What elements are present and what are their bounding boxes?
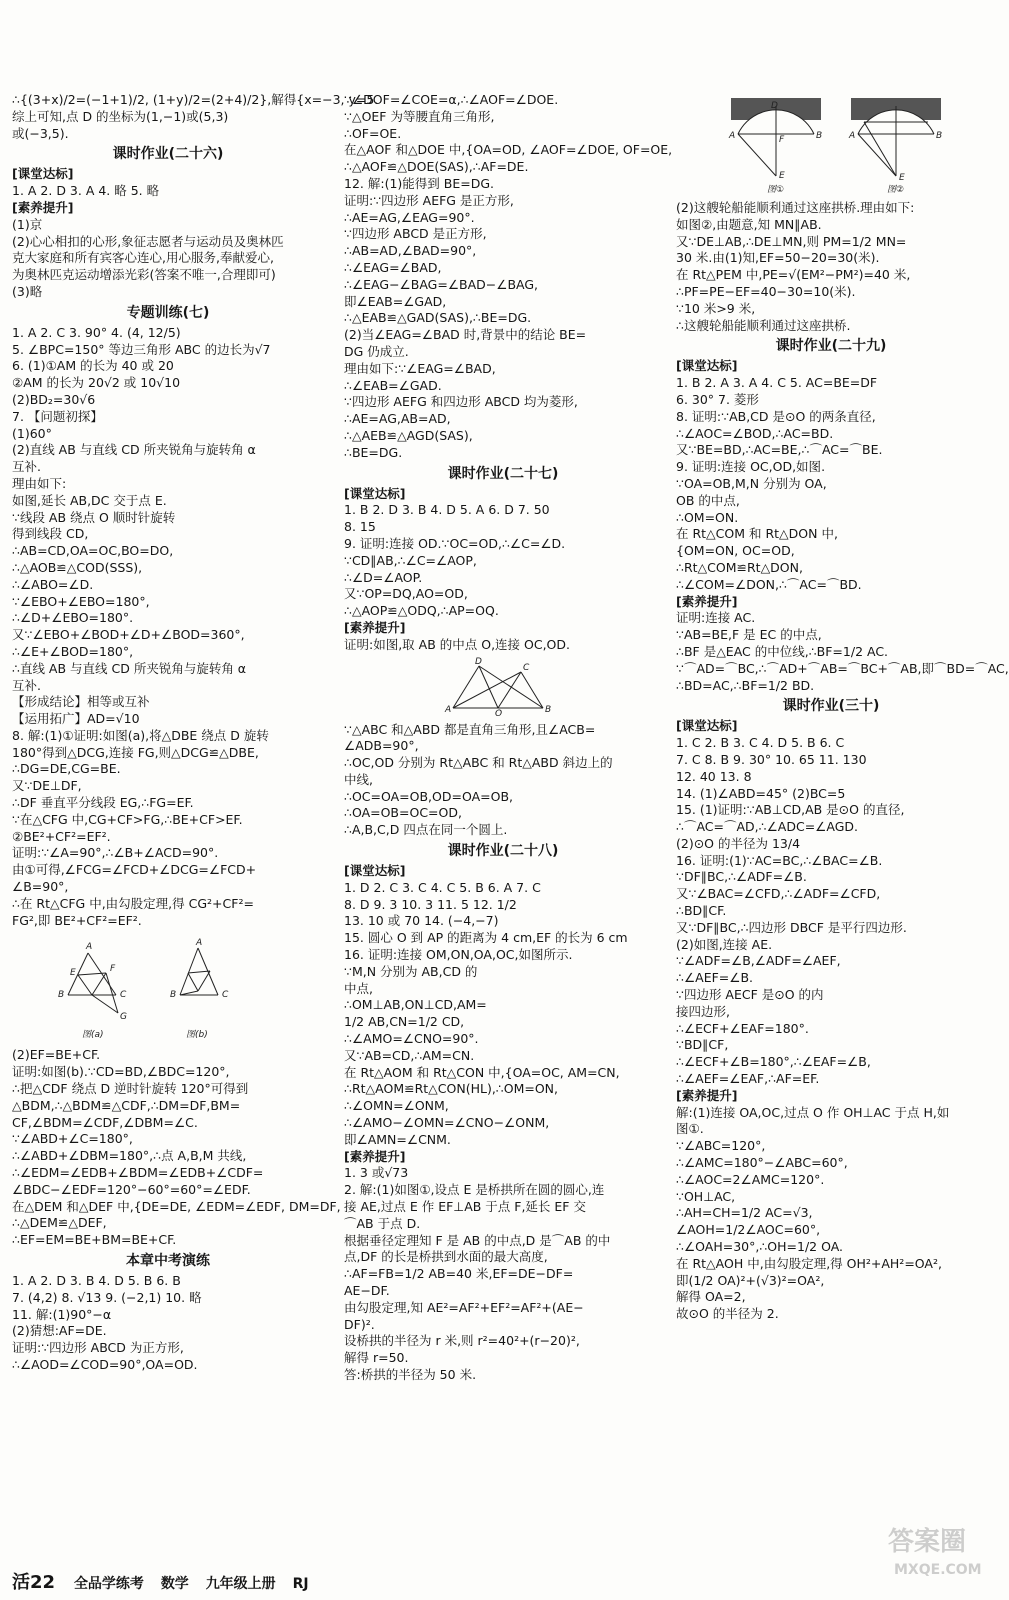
answer-line: 如图,延长 AB,DC 交于点 E. xyxy=(12,492,167,508)
figure-point-label: C xyxy=(222,990,229,1001)
answer-line: 9. 证明:连接 OC,OD,如图. xyxy=(676,459,826,475)
answer-line: ∵△OEF 为等腰直角三角形, xyxy=(344,108,495,124)
answer-line: 1/2 AB,CN=1/2 CD, xyxy=(344,1014,465,1030)
answer-line: ∵M,N 分别为 AB,CD 的 xyxy=(344,963,478,979)
answer-line: 16. 证明:(1)∵AC=BC,∴∠BAC=∠B. xyxy=(676,852,883,868)
figure-segment xyxy=(180,948,198,995)
answer-line: 又∵BE=BD,∴AC=BE,∴⌒AC=⌒BE. xyxy=(676,442,883,458)
answer-line: ∴∠ABD+∠DBM=180°,∴点 A,B,M 共线, xyxy=(12,1148,247,1164)
figure-point-label: B xyxy=(58,990,65,1001)
answer-line: 15. (1)证明:∵AB⊥CD,AB 是⊙O 的直径, xyxy=(676,802,905,818)
section-heading: 课时作业(二十八) xyxy=(447,843,559,860)
answer-line: ∴∠AEF=∠B. xyxy=(676,970,754,986)
answer-line: ∵∠DOF=∠COE=α,∴∠AOF=∠DOE. xyxy=(344,92,559,107)
answer-line: 180°得到△DCG,连接 FG,则△DCG≌△DBE, xyxy=(12,744,259,760)
answer-line: ∴OM=ON. xyxy=(676,509,739,525)
figure-segment xyxy=(453,672,521,708)
answer-line: 又∵DE⊥AB,∴DE⊥MN,则 PM=1/2 MN= xyxy=(676,233,907,249)
answer-line: 1. 3 或√73 xyxy=(344,1165,409,1181)
answer-line: ∴△AEB≌△AGD(SAS), xyxy=(344,427,473,443)
answer-line: 证明:如图,取 AB 的中点 O,连接 OC,OD. xyxy=(344,636,570,652)
figure-segment xyxy=(180,991,198,995)
footer-subject: 数学 xyxy=(160,1576,189,1592)
answer-line: (2)BD₂=30√6 xyxy=(12,391,96,407)
answer-line: ∴BF 是△EAC 的中位线,∴BF=1/2 AC. xyxy=(676,643,889,659)
figure-point-label: C xyxy=(523,662,530,673)
figure-segment xyxy=(738,134,776,176)
answer-line: ∴∠OMN=∠ONM, xyxy=(344,1098,449,1114)
answer-line: 即(1/2 OA)²+(√3)²=OA², xyxy=(676,1272,825,1288)
figure-point-label: D xyxy=(475,656,482,667)
answer-line: 8. 15 xyxy=(344,519,376,535)
answer-line: 点,DF 的长是桥拱到水面的最大高度, xyxy=(344,1249,548,1265)
answer-line: 互补. xyxy=(12,677,41,693)
answer-line: 1. B 2. D 3. B 4. D 5. A 6. D 7. 50 xyxy=(344,502,550,518)
subsection-label: [素养提升] xyxy=(344,1148,406,1164)
answer-line: ∴∠EDM=∠EDB+∠BDM=∠EDB+∠CDF= xyxy=(12,1165,264,1181)
answer-line: ∠AOH=1/2∠AOC=60°, xyxy=(676,1222,821,1238)
answer-line: 【形成结论】相等或互补 xyxy=(12,694,150,710)
answer-line: 30 米.由(1)知,EF=50−20=30(米). xyxy=(676,250,880,266)
answer-line: 接四边形, xyxy=(676,1003,730,1019)
figure-segment xyxy=(198,971,210,991)
answer-line: 证明:∵四边形 ABCD 为正方形, xyxy=(12,1340,184,1356)
figure-segment xyxy=(858,134,896,176)
answer-line: AE−DF. xyxy=(344,1283,390,1298)
watermark-logo xyxy=(880,1514,990,1584)
answer-line: 7. 【问题初探】 xyxy=(12,408,103,424)
answer-line: ∴{(3+x)/2=(−1+1)/2, (1+y)/2=(2+4)/2},解得{x=−3, y=5. xyxy=(12,92,379,107)
answer-line: 中线, xyxy=(344,771,373,787)
figure-point-label: E xyxy=(899,173,905,183)
figure-point-label: F xyxy=(779,135,785,145)
answer-line: 又∵DF∥BC,∴四边形 DBCF 是平行四边形. xyxy=(676,919,907,935)
answer-line: 又∵DE⊥DF, xyxy=(12,778,82,794)
answer-line: ∴OA=OB=OC=OD, xyxy=(344,805,462,821)
answer-line: (2)EF=BE+CF. xyxy=(12,1047,101,1063)
answer-line: (2)直线 AB 与直线 CD 所夹锐角与旋转角 α xyxy=(12,442,256,458)
page-number: 活22 xyxy=(12,1572,56,1593)
page-footer xyxy=(12,1568,412,1594)
answer-line: ∴这艘轮船能顺利通过这座拱桥. xyxy=(676,317,851,333)
answer-line: ∴∠E+∠BOD=180°, xyxy=(12,643,134,659)
answer-line: 12. 解:(1)能得到 BE=DG. xyxy=(344,175,494,191)
answer-line: (2)⊙O 的半径为 13/4 xyxy=(676,835,801,851)
answer-line: 1. B 2. A 3. A 4. C 5. AC=BE=DF xyxy=(676,375,878,391)
answer-line: 又∵∠BAC=∠CFD,∴∠ADF=∠CFD, xyxy=(676,886,881,902)
answer-line: ∴⌒AC=⌒AD,∴∠ADC=∠AGD. xyxy=(676,819,858,835)
answer-line: ∵OH⊥AC, xyxy=(676,1188,736,1204)
answer-line: ∵∠ABC=120°, xyxy=(676,1138,766,1154)
answer-line: ∠ADB=90°, xyxy=(344,738,419,754)
answer-line: 【运用拓广】AD=√10 xyxy=(12,711,140,727)
figure-point-label: A xyxy=(86,942,93,953)
figure-a-caption: 图(a) xyxy=(82,1030,104,1041)
answer-line: (2)心心相扣的心形,象征志愿者与运动员及奥林匹 xyxy=(12,233,284,249)
answer-line: ∴Rt△AOM≌Rt△CON(HL),∴OM=ON, xyxy=(344,1081,559,1097)
answer-line: ∴AH=CH=1/2 AC=√3, xyxy=(676,1205,813,1221)
answer-line: ∵∠EBO+∠EBO=180°, xyxy=(12,593,150,609)
bridge-figure-2-caption: 图② xyxy=(887,185,905,195)
footer-brand: 全品学练考 xyxy=(73,1576,144,1592)
geometry-figure-a-b xyxy=(48,933,288,1043)
answer-line: ∵线段 AB 绕点 O 顺时针旋转 xyxy=(12,509,176,525)
answer-line: ∴AE=AG,AB=AD, xyxy=(344,411,451,427)
answer-line: 综上可知,点 D 的坐标为(1,−1)或(5,3) xyxy=(12,108,229,124)
figure-point-label: B xyxy=(170,990,177,1001)
answer-line: (1)60° xyxy=(12,425,52,441)
watermark-title: 答案圈 xyxy=(888,1527,967,1557)
answer-line: 在 Rt△AOH 中,由勾股定理,得 OH²+AH²=OA², xyxy=(676,1255,942,1271)
footer-grade: 九年级上册 xyxy=(205,1576,276,1592)
answer-line: ∴∠AOC=2∠AMC=120°. xyxy=(676,1171,825,1187)
answer-line: ∴∠ECF+∠B=180°,∴∠EAF=∠B, xyxy=(676,1054,871,1070)
subsection-label: [课堂达标] xyxy=(676,718,738,734)
answer-line: ∴DF 垂直平分线段 EG,∴FG=EF. xyxy=(12,795,194,811)
answer-line: ∵CD∥AB,∴∠C=∠AOP, xyxy=(344,552,477,568)
answer-line: 又∵OP=DQ,AO=OD, xyxy=(344,586,468,602)
answer-line: ∴BD∥CF. xyxy=(676,903,727,919)
answer-line: OB 的中点, xyxy=(676,492,740,508)
answer-line: 1. A 2. D 3. B 4. D 5. B 6. B xyxy=(12,1273,181,1289)
figure-point-label: A xyxy=(445,704,452,715)
answer-line: 1. A 2. D 3. A 4. 略 5. 略 xyxy=(12,183,160,199)
footer-edition: RJ xyxy=(292,1576,309,1592)
answer-line: ②BE²+CF²=EF². xyxy=(12,828,111,844)
section-heading: 课时作业(二十六) xyxy=(112,146,224,163)
answer-line: (2)如图,连接 AE. xyxy=(676,936,773,952)
answer-line: 11. 解:(1)90°−α xyxy=(12,1306,112,1322)
subsection-label: [课堂达标] xyxy=(344,485,406,501)
answer-line: DF)². xyxy=(344,1316,375,1332)
answer-line: 14. (1)∠ABD=45° (2)BC=5 xyxy=(676,785,846,801)
answer-line: 8. 证明:∵AB,CD 是⊙O 的两条直径, xyxy=(676,408,876,424)
section-heading: 专题训练(七) xyxy=(126,304,210,321)
answer-line: (2)猜想:AF=DE. xyxy=(12,1323,107,1339)
figure-point-label: D xyxy=(771,101,778,111)
answer-line: ∴△AOF≌△DOE(SAS),∴AF=DE. xyxy=(344,159,529,175)
answer-line: 互补. xyxy=(12,459,41,475)
figure-segment xyxy=(521,672,543,708)
answer-line: ∴AE=AG,∠EAG=90°. xyxy=(344,209,475,225)
answer-line: ∴∠ECF+∠EAF=180°. xyxy=(676,1020,809,1036)
answer-line: ∴Rt△COM≌Rt△DON, xyxy=(676,559,803,575)
answer-line: ∴A,B,C,D 四点在同一个圆上. xyxy=(344,822,508,838)
answer-line: ∴∠AEF=∠EAF,∴AF=EF. xyxy=(676,1071,820,1087)
answer-line: 8. D 9. 3 10. 3 11. 5 12. 1/2 xyxy=(344,896,517,912)
figure-point-label: B xyxy=(816,131,823,141)
answer-line: ∴OF=OE. xyxy=(344,125,402,141)
answer-line: ∴∠OAH=30°,∴OH=1/2 OA. xyxy=(676,1239,844,1255)
answer-line: ∴BD=AC,∴BF=1/2 BD. xyxy=(676,677,815,693)
answer-line: 证明:连接 AC. xyxy=(676,610,756,626)
answer-line: 中点, xyxy=(344,980,373,996)
answer-line: ∵10 米>9 米, xyxy=(676,300,756,316)
answer-line: ∴∠AMO−∠OMN=∠CNO−∠ONM, xyxy=(344,1115,550,1131)
answer-line: 在△DEM 和△DEF 中,{DE=DE, ∠EDM=∠EDF, DM=DF, xyxy=(12,1198,341,1214)
answer-line: ∵DF∥BC,∴∠ADF=∠B. xyxy=(676,869,807,885)
answer-line: 解得 r=50. xyxy=(344,1350,409,1366)
answer-line: 证明:如图(b).∵CD=BD,∠BDC=120°, xyxy=(12,1064,230,1080)
answer-line: DG 仍成立. xyxy=(344,343,409,359)
subsection-label: [素养提升] xyxy=(676,593,738,609)
answer-line: ∵∠ADF=∠B,∠ADF=∠AEF, xyxy=(676,953,841,969)
figure-b-caption: 图(b) xyxy=(186,1030,208,1041)
subsection-label: [课堂达标] xyxy=(12,166,74,182)
answer-line: 15. 圆心 O 到 AP 的距离为 4 cm,EF 的长为 6 cm xyxy=(344,930,628,946)
answer-line: ∵BD∥CF, xyxy=(676,1037,729,1053)
answer-line: ∴EF=EM=BE+BM=BE+CF. xyxy=(12,1232,177,1248)
subsection-label: [素养提升] xyxy=(12,199,74,215)
answer-line: ∴∠EAB=∠GAD. xyxy=(344,377,442,393)
bridge-arch-figure xyxy=(701,96,961,196)
answer-line: ∴把△CDF 绕点 D 逆时针旋转 120°可得到 xyxy=(12,1081,249,1097)
answer-line: ②AM 的长为 20√2 或 10√10 xyxy=(12,375,181,391)
figure-point-label: C xyxy=(120,990,127,1001)
answer-line: ∴∠AOD=∠COD=90°,OA=OD. xyxy=(12,1357,198,1372)
answer-line: 1. D 2. C 3. C 4. C 5. B 6. A 7. C xyxy=(344,879,541,895)
answer-line: ∴直线 AB 与直线 CD 所夹锐角与旋转角 α xyxy=(12,660,247,676)
answer-line: 如图②,由题意,知 MN∥AB. xyxy=(676,216,822,232)
answer-line: 由勾股定理,知 AE²=AF²+EF²=AF²+(AE− xyxy=(344,1299,584,1315)
answer-line: FG²,即 BE²+CF²=EF². xyxy=(12,912,142,928)
figure-point-label: B xyxy=(936,131,943,141)
figure-segment xyxy=(188,973,198,991)
answer-line: 答:桥拱的半径为 50 米. xyxy=(344,1366,477,1382)
answer-line: 理由如下: xyxy=(12,475,67,491)
section-heading: 本章中考演练 xyxy=(126,1253,210,1270)
answer-line: ∴OC=OA=OB,OD=OA=OB, xyxy=(344,788,513,804)
answer-line: ∴∠AOC=∠BOD,∴AC=BD. xyxy=(676,425,834,441)
answer-line: 16. 证明:连接 OM,ON,OA,OC,如图所示. xyxy=(344,947,573,963)
answer-line: ∠BDC−∠EDF=120°−60°=60°=∠EDF. xyxy=(12,1181,251,1197)
figure-point-label: A xyxy=(729,131,736,141)
answer-line: ∴∠D+∠EBO=180°. xyxy=(12,610,134,626)
figure-segment xyxy=(78,975,92,995)
answer-line: (1)京 xyxy=(12,216,43,232)
answer-line: 或(−3,5). xyxy=(12,125,69,141)
answer-line: 在△AOF 和△DOE 中,{OA=OD, ∠AOF=∠DOE, OF=OE, xyxy=(344,142,673,158)
answer-line: 9. 证明:连接 OD.∵OC=OD,∴∠C=∠D. xyxy=(344,535,566,551)
answer-line: 图①. xyxy=(676,1121,704,1137)
answer-line: 由①可得,∠FCG=∠FCD+∠DCG=∠FCD+ xyxy=(12,862,257,878)
watermark-url: MXQE.COM xyxy=(894,1562,982,1578)
answer-line: ∴BE=DG. xyxy=(344,444,403,460)
answer-line: 即∠AMN=∠CNM. xyxy=(344,1131,451,1147)
answer-line: ∵OA=OB,M,N 分别为 OA, xyxy=(676,475,827,491)
subsection-label: [素养提升] xyxy=(344,619,406,635)
answer-line: ∵AB=BE,F 是 EC 的中点, xyxy=(676,627,822,643)
answer-line: 在 Rt△PEM 中,PE=√(EM²−PM²)=40 米, xyxy=(676,267,911,283)
bridge-figure-1-caption: 图① xyxy=(767,185,785,195)
subsection-label: [课堂达标] xyxy=(676,358,738,374)
answer-line: 又∵∠EBO+∠BOD+∠D+∠BOD=360°, xyxy=(12,627,245,643)
answer-line: 设桥拱的半径为 r 米,则 r²=40²+(r−20)², xyxy=(344,1333,580,1349)
answer-line: ∴△AOP≌△ODQ,∴AP=OQ. xyxy=(344,603,499,619)
answer-line: 证明:∵∠A=90°,∴∠B+∠ACD=90°. xyxy=(12,845,219,861)
answer-line: (3)略 xyxy=(12,283,43,299)
figure-segment xyxy=(498,672,521,708)
answer-line: ∵△ABC 和△ABD 都是直角三角形,且∠ACB= xyxy=(344,721,596,737)
answer-line: 解得 OA=2, xyxy=(676,1289,746,1305)
answer-line: ∴DG=DE,CG=BE. xyxy=(12,761,121,777)
answer-line: 解:(1)连接 OA,OC,过点 O 作 OH⊥AC 于点 H,如 xyxy=(676,1104,950,1120)
answer-line: CF,∠BDM=∠CDF,∠DBM=∠C. xyxy=(12,1114,198,1130)
answer-line: ∴AB=CD,OA=OC,BO=DO, xyxy=(12,543,174,559)
answer-line: 在 Rt△COM 和 Rt△DON 中, xyxy=(676,526,838,542)
answer-line: ∴△AOB≌△COD(SSS), xyxy=(12,559,143,575)
answer-line: 即∠EAB=∠GAD, xyxy=(344,293,447,309)
answer-line: 理由如下:∵∠EAG=∠BAD, xyxy=(344,360,496,376)
geometry-figure-triangle xyxy=(443,658,563,718)
figure-segment xyxy=(92,995,118,1013)
answer-line: 接 AE,过点 E 作 EF⊥AB 于点 F,延长 EF 交 xyxy=(344,1199,586,1215)
figure-segment xyxy=(188,971,210,973)
figure-point-label: B xyxy=(545,704,552,715)
answer-line: ∴△EAB≌△GAD(SAS),∴BE=DG. xyxy=(344,310,532,326)
answer-line: ∠B=90°, xyxy=(12,879,69,895)
figure-point-label: A xyxy=(849,131,856,141)
answer-line: 5. ∠BPC=150° 等边三角形 ABC 的边长为√7 xyxy=(12,341,271,357)
answer-line: ∴∠EAG−∠BAG=∠BAD−∠BAG, xyxy=(344,276,539,292)
answer-line: ∴∠ABO=∠D. xyxy=(12,576,94,592)
answer-line: (2)这艘轮船能顺利通过这座拱桥.理由如下: xyxy=(676,200,915,215)
answer-line: 7. (4,2) 8. √13 9. (−2,1) 10. 略 xyxy=(12,1289,202,1305)
answer-line: 故⊙O 的半径为 2. xyxy=(676,1306,779,1322)
figure-segment xyxy=(92,973,106,995)
answer-line: ∴∠COM=∠DON,∴⌒AC=⌒BD. xyxy=(676,576,862,592)
answer-line: ∵⌒AD=⌒BC,∴⌒AD+⌒AB=⌒BC+⌒AB,即⌒BD=⌒AC, xyxy=(676,660,1009,676)
answer-line: 6. (1)①AM 的长为 40 或 20 xyxy=(12,358,174,374)
figure-segment xyxy=(453,666,479,708)
answer-line: 1. A 2. C 3. 90° 4. (4, 12/5) xyxy=(12,324,181,340)
figure-point-label: G xyxy=(120,1012,127,1023)
answer-line: ∴∠AMO=∠CNO=90°. xyxy=(344,1031,479,1047)
answer-line: 得到线段 CD, xyxy=(12,526,89,542)
answer-line: 证明:∵四边形 AEFG 是正方形, xyxy=(344,192,514,208)
figure-point-label: E xyxy=(779,171,785,181)
column-right xyxy=(676,92,1009,1323)
figure-point-label: E xyxy=(70,968,76,979)
answer-line: 13. 10 或 70 14. (−4,−7) xyxy=(344,913,499,929)
answer-line: ∴PF=PE−EF=40−30=10(米). xyxy=(676,283,856,299)
answer-line: ∴∠D=∠AOP. xyxy=(344,569,423,585)
answer-line: ∴OM⊥AB,ON⊥CD,AM= xyxy=(344,997,487,1013)
answer-line: ∴△DEM≌△DEF, xyxy=(12,1215,107,1231)
answer-line: 12. 40 13. 8 xyxy=(676,768,752,784)
answer-line: ∴AF=FB=1/2 AB=40 米,EF=DE−DF= xyxy=(344,1266,574,1282)
answer-line: 又∵AB=CD,∴AM=CN. xyxy=(344,1047,475,1063)
answer-line: △BDM,∴△BDM≌△CDF,∴DM=DF,BM= xyxy=(12,1097,241,1113)
answer-line: ∵四边形 ABCD 是正方形, xyxy=(344,226,487,242)
column-middle xyxy=(344,92,673,1384)
section-heading: 课时作业(二十七) xyxy=(447,465,559,482)
answer-line: 为奥林匹克运动增添光彩(答案不唯一,合理即可) xyxy=(12,267,276,283)
answer-line: 1. C 2. B 3. C 4. D 5. B 6. C xyxy=(676,735,845,751)
answer-line: ∴∠EAG=∠BAD, xyxy=(344,259,442,275)
figure-point-label: O xyxy=(495,708,503,719)
answer-line: 8. 解:(1)①证明:如图(a),将△DBE 绕点 D 旋转 xyxy=(12,727,269,743)
answer-line: ∵∠ABD+∠C=180°, xyxy=(12,1131,133,1147)
answer-line: ∵在△CFG 中,CG+CF>FG,∴BE+CF>EF. xyxy=(12,811,243,827)
figure-point-label: F xyxy=(110,964,116,975)
answer-line: 在 Rt△AOM 和 Rt△CON 中,{OA=OC, AM=CN, xyxy=(344,1064,620,1080)
answer-line: ⌒AB 于点 D. xyxy=(344,1215,421,1231)
answer-line: 克大家庭和所有宾客心连心,用心服务,奉献爱心, xyxy=(12,250,274,266)
answer-line: 2. 解:(1)如图①,设点 E 是桥拱所在圆的圆心,连 xyxy=(344,1182,605,1198)
answer-line: {OM=ON, OC=OD, xyxy=(676,543,795,559)
section-heading: 课时作业(三十) xyxy=(782,698,880,715)
subsection-label: [课堂达标] xyxy=(344,863,406,879)
answer-line: ∵四边形 AECF 是⊙O 的内 xyxy=(676,987,824,1003)
answer-line: ∵四边形 AEFG 和四边形 ABCD 均为菱形, xyxy=(344,394,578,410)
answer-line: ∴AB=AD,∠BAD=90°, xyxy=(344,243,477,259)
answer-line: 根据垂径定理知 F 是 AB 的中点,D 是⌒AB 的中 xyxy=(344,1232,611,1248)
figure-point-label: A xyxy=(196,938,203,949)
answer-line: 7. C 8. B 9. 30° 10. 65 11. 130 xyxy=(676,751,867,767)
answer-line: (2)当∠EAG=∠BAD 时,背景中的结论 BE= xyxy=(344,327,587,343)
answer-line: ∴OC,OD 分别为 Rt△ABC 和 Rt△ABD 斜边上的 xyxy=(344,755,613,771)
answer-line: 6. 30° 7. 菱形 xyxy=(676,391,759,407)
subsection-label: [素养提升] xyxy=(676,1087,738,1103)
figure-segment xyxy=(106,973,118,1013)
section-heading: 课时作业(二十九) xyxy=(775,338,887,355)
answer-line: ∴∠AMC=180°−∠ABC=60°, xyxy=(676,1155,848,1171)
answer-line: ∴在 Rt△CFG 中,由勾股定理,得 CG²+CF²= xyxy=(12,895,254,911)
